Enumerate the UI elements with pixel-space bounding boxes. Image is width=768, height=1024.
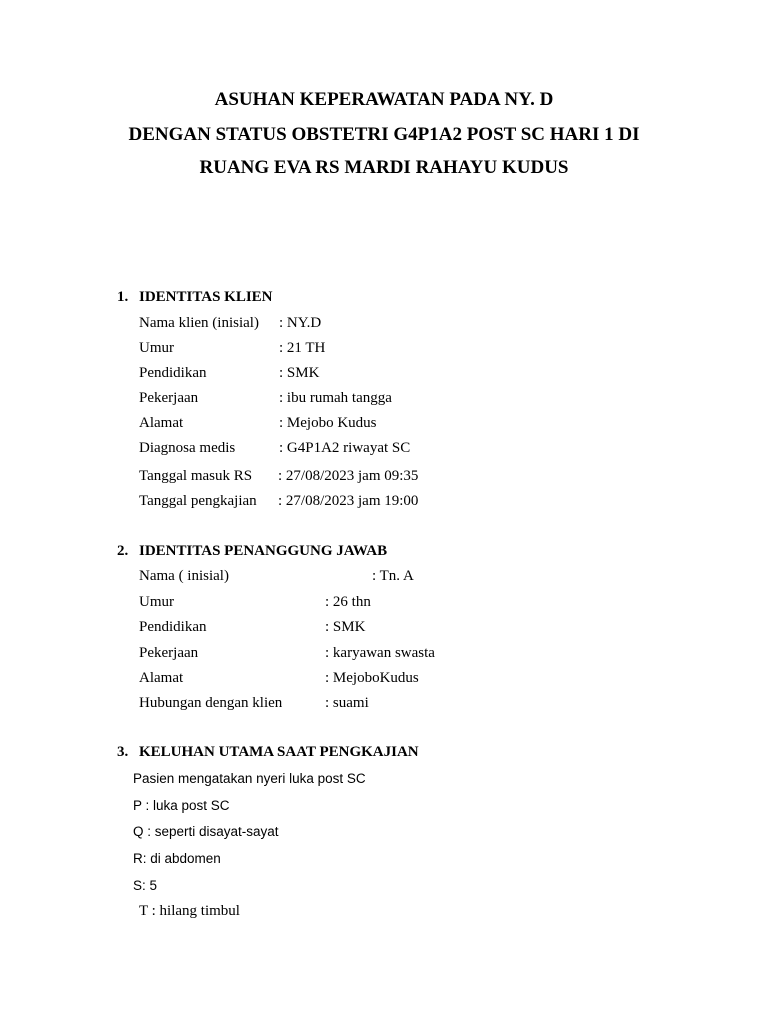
row-value: : 21 TH [279, 340, 326, 356]
row-value: : ibu rumah tangga [279, 390, 392, 406]
section-1-heading [117, 289, 273, 306]
row-value: : G4P1A2 riwayat SC [279, 440, 411, 456]
section-3-heading [117, 744, 419, 761]
pain-time-text: T : hilang timbul [139, 903, 240, 919]
pain-quality-text: Q : seperti disayat-sayat [133, 824, 279, 839]
row-label: Pendidikan [139, 365, 207, 381]
row-label: Hubungan dengan klien [139, 695, 283, 711]
document-title-line-1: ASUHAN KEPERAWATAN PADA NY. D [214, 89, 554, 110]
main-complaint-text: Pasien mengatakan nyeri luka post SC [133, 771, 366, 786]
row-value: : Tn. A [372, 568, 414, 584]
row-label: Nama klien (inisial) [139, 315, 259, 331]
row-value: : SMK [279, 365, 320, 381]
section-1-title: IDENTITAS KLIEN [139, 289, 273, 305]
row-label: Umur [139, 340, 174, 356]
row-label: Tanggal pengkajian [139, 493, 257, 509]
row-value: : Mejobo Kudus [279, 415, 377, 431]
section-2-heading [117, 543, 387, 560]
row-label: Pekerjaan [139, 645, 199, 661]
pain-region-text: R: di abdomen [133, 851, 221, 866]
row-value: : NY.D [279, 315, 322, 331]
row-label: Tanggal masuk RS [139, 468, 253, 484]
row-label: Pendidikan [139, 619, 207, 635]
row-value: : karyawan swasta [325, 645, 435, 661]
section-1-number: 1. [117, 289, 129, 305]
row-label: Alamat [139, 415, 184, 431]
pain-provocation-text: P : luka post SC [133, 798, 230, 813]
row-label: Umur [139, 594, 174, 610]
row-value: : SMK [325, 619, 366, 635]
section-3-number: 3. [117, 744, 129, 760]
row-label: Diagnosa medis [139, 440, 236, 456]
row-label: Alamat [139, 670, 184, 686]
section-2-number: 2. [117, 543, 129, 559]
row-value: : MejoboKudus [325, 670, 419, 686]
row-value: : 26 thn [325, 594, 371, 610]
document-title-line-3: RUANG EVA RS MARDI RAHAYU KUDUS [199, 157, 569, 178]
row-value: : 27/08/2023 jam 09:35 [278, 468, 419, 484]
row-label: Pekerjaan [139, 390, 199, 406]
section-3-title: KELUHAN UTAMA SAAT PENGKAJIAN [139, 744, 419, 760]
row-value: : suami [325, 695, 369, 711]
row-value: : 27/08/2023 jam 19:00 [278, 493, 419, 509]
section-2-title: IDENTITAS PENANGGUNG JAWAB [139, 543, 388, 559]
row-label: Nama ( inisial) [139, 568, 229, 584]
pain-severity-text: S: 5 [133, 878, 158, 893]
document-title-line-2: DENGAN STATUS OBSTETRI G4P1A2 POST SC HARI 1 DI [128, 124, 640, 145]
